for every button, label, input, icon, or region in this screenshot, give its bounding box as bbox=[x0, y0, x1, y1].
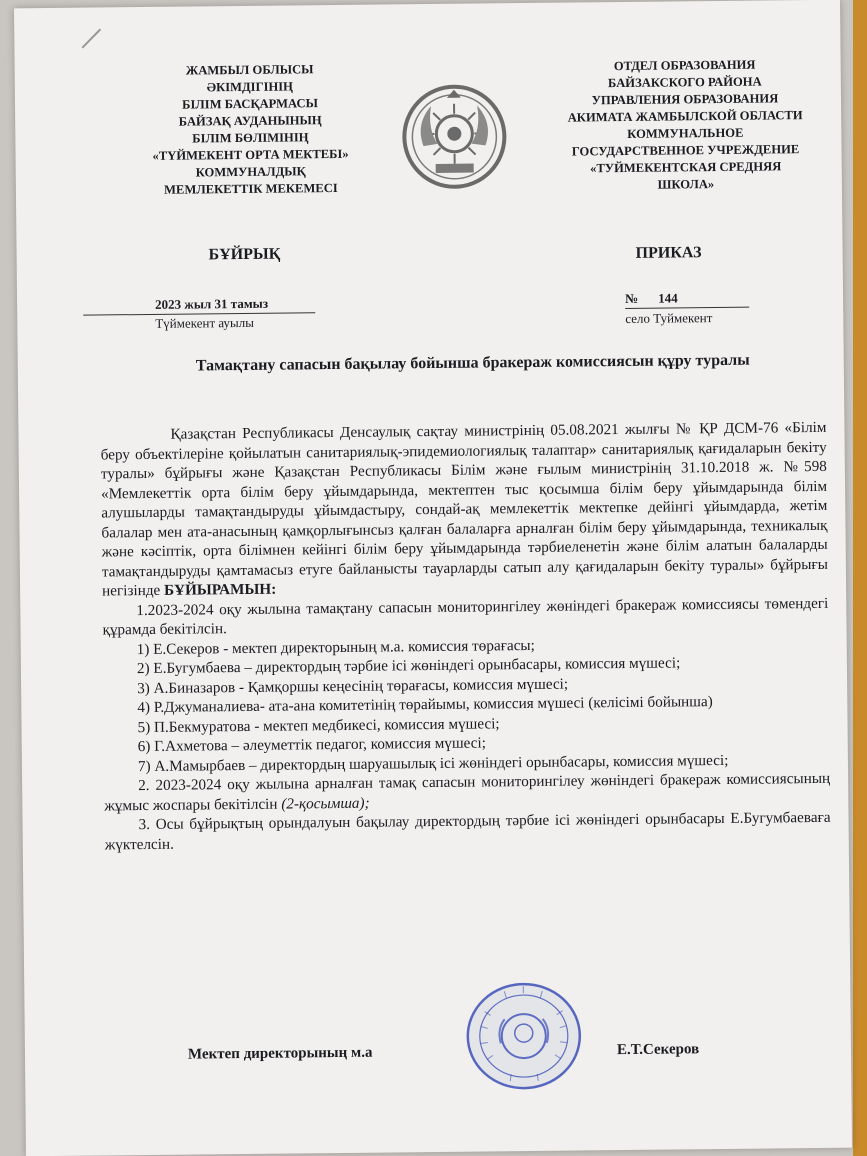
header-ru-line: «ТУЙМЕКЕНТСКАЯ СРЕДНЯЯ bbox=[590, 159, 782, 176]
place-ru: село Туймекент bbox=[625, 310, 713, 326]
list-item: 7) А.Мамырбаев – директордың шаруашылық ісі жөніндегі орынбасары, комиссия мүшесі; bbox=[137, 751, 729, 775]
order-title-kz: БҰЙРЫҚ bbox=[208, 245, 281, 264]
header-kz-line: ӘКІМДІГІНІҢ bbox=[206, 79, 294, 95]
item-2-text: 2. 2023-2024 оқу жылына арналған тамақ сапасын мониторингілеу жөніндегі бракераж комиссиясының жұмыс жоспары бекітілсін bbox=[104, 769, 831, 814]
header-ru-line: ШКОЛА» bbox=[657, 177, 715, 192]
order-title-ru: ПРИКАЗ bbox=[635, 244, 702, 262]
header-kz-line: БІЛІМ БӨЛІМІНІҢ bbox=[192, 130, 309, 146]
decree-word: БҰЙЫРАМЫН: bbox=[163, 580, 277, 599]
header-ru-line: КОММУНАЛЬНОЕ bbox=[627, 125, 744, 141]
pen-mark bbox=[82, 29, 102, 49]
number-label: № bbox=[625, 290, 639, 306]
list-item: 2) Е.Бугумбаева – директордың тәрбие ісі жөніндегі орынбасары, комиссия мүшесі; bbox=[136, 654, 681, 678]
official-stamp-icon bbox=[464, 980, 583, 1091]
signature-name: Е.Т.Секеров bbox=[616, 1041, 700, 1059]
order-number bbox=[625, 290, 678, 307]
header-ru-line: УПРАВЛЕНИЯ ОБРАЗОВАНИЯ bbox=[591, 91, 779, 108]
number-underline bbox=[625, 307, 749, 309]
header-kz-line: ЖАМБЫЛ ОБЛЫСЫ bbox=[185, 62, 314, 78]
signature-label: Мектеп директорының м.а bbox=[187, 1044, 373, 1063]
header-ru-line: ОТДЕЛ ОБРАЗОВАНИЯ bbox=[613, 57, 756, 74]
list-item: 5) П.Бекмуратова - мектеп медбикесі, комиссия мүшесі; bbox=[137, 714, 500, 736]
state-emblem-icon bbox=[401, 83, 508, 190]
background-edge bbox=[853, 0, 867, 1156]
list-item: 1.2023-2024 оқу жылына тамақтану сапасын мониторингілеу жөніндегі бракераж комиссиясы төмендегі құрамда бекітілсін. bbox=[102, 594, 829, 639]
header-ru-line: ГОСУДАРСТВЕННОЕ УЧРЕЖДЕНИЕ bbox=[571, 142, 800, 159]
place-kz: Түймекент ауылы bbox=[155, 314, 255, 331]
header-ru-line: БАЙЗАКСКОГО РАЙОНА bbox=[607, 74, 762, 91]
document-page bbox=[14, 0, 852, 1156]
header-kz-line: БІЛІМ БАСҚАРМАСЫ bbox=[182, 96, 318, 112]
list-item: 3. Осы бұйрықтың орындалуын бақылау директордың тәрбие ісі жөніндегі орынбасары Е.Бугумбаеваға жүктелсін. bbox=[104, 808, 831, 853]
header-kz-line: КОММУНАЛДЫҚ bbox=[195, 164, 306, 180]
intro-paragraph bbox=[100, 418, 828, 601]
list-item: 6) Г.Ахметова – әлеуметтік педагог, комиссия мүшесі; bbox=[137, 734, 487, 756]
order-date: 2023 жыл 31 тамыз bbox=[155, 295, 269, 312]
list-item: 4) Р.Джуманалиева- ата-ана комитетінің төрайымы, комиссия мүшесі (келісімі бойынша) bbox=[137, 693, 713, 717]
header-kazakh bbox=[105, 60, 396, 199]
number-value: 144 bbox=[658, 290, 678, 306]
header-ru-line: АКИМАТА ЖАМБЫЛСКОЙ ОБЛАСТИ bbox=[567, 108, 803, 125]
header-russian bbox=[525, 56, 846, 195]
header-kz-line: «ТҮЙМЕКЕНТ ОРТА МЕКТЕБІ» bbox=[152, 146, 349, 163]
item-2-note: (2-қосымша); bbox=[281, 794, 370, 813]
list-item: 3) А.Биназаров - Қамқоршы кеңесінің төрағасы, комиссия мүшесі; bbox=[137, 675, 569, 697]
intro-text: Қазақстан Республикасы Денсаулық сақтау министрінің 05.08.2021 жылғы № ҚР ДСМ-76 «Білім беру объектілеріне қойылатын санитариялық-эпидемиологиялық талаптар» санитариялық қағидаларын бекіту туралы» бұйрығы және Қазақстан Республикасы Білім және ғылым министрінің 31.10.2018 ж. №598 «Мемлекеттік орта білім беру ұйымдарында, мектептен тыс қосымша білім беру ұйымдарында білім алушыларды тамақтандыруды ұйымдастыру, сондай-ақ мемлекеттік мектепке дейінгі ұйымдарда, жетім балалар мен ата-анасының қамқорлығынсыз қалған балаларға арналған білім беру ұйымдарында, техникалық және кәсіптік, орта білімнен кейінгі білім беру ұйымдарында тәрбиеленетін және білім алатын балаларды тамақтандыруды қамтамасыз етуге байланысты тауарларды сатып алу қағидаларын бекіту туралы» бұйрығы негізінде bbox=[100, 418, 828, 600]
list-item: 1) Е.Секеров - мектеп директорының м.а. комиссия төрағасы; bbox=[136, 636, 535, 658]
header-kz-line: БАЙЗАҚ АУДАНЫНЫҢ bbox=[178, 113, 322, 129]
order-subject: Тамақтану сапасын бақылау бойынша бракераж комиссиясын құру туралы bbox=[195, 351, 750, 375]
header-kz-line: МЕМЛЕКЕТТІК МЕКЕМЕСІ bbox=[164, 180, 338, 197]
order-body bbox=[100, 418, 830, 855]
